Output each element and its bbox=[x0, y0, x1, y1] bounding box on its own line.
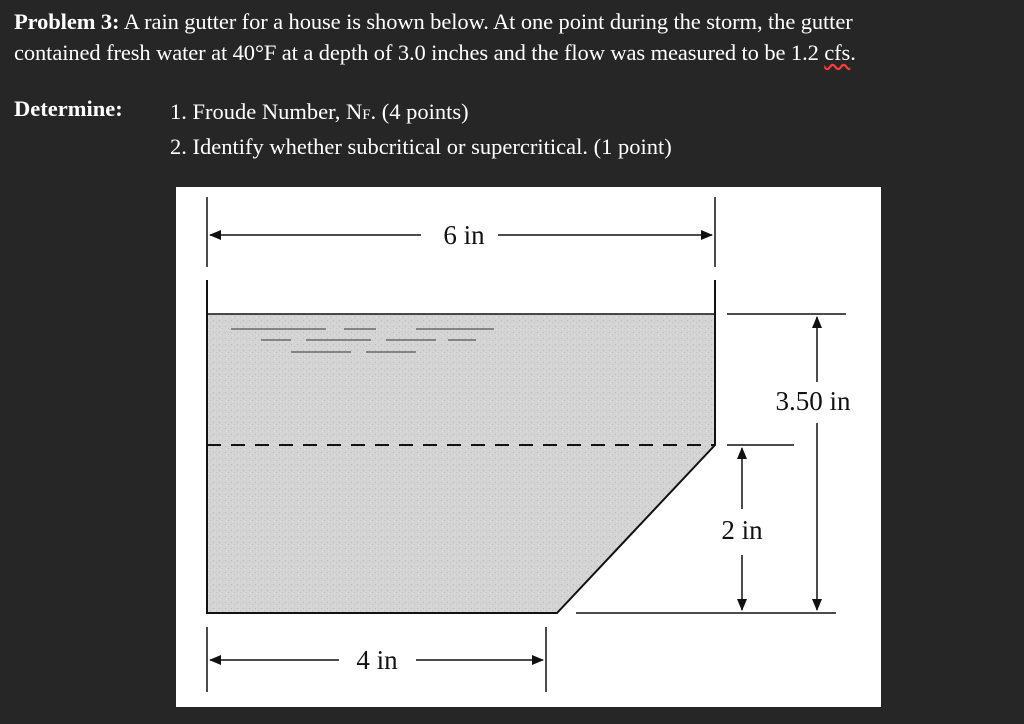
task-item-froude bbox=[170, 96, 672, 131]
task-list bbox=[170, 96, 672, 162]
gutter-diagram bbox=[176, 187, 881, 707]
problem-text-2: contained fresh water at 40°F at a depth of 3.0 inches and the flow was measured to be 1.2 bbox=[14, 40, 825, 65]
gutter-figure bbox=[176, 187, 881, 707]
dimension-label-3-50in: 3.50 in bbox=[775, 386, 851, 416]
task-item-flow-regime: 2. Identify whether subcritical or supercritical. (1 point) bbox=[170, 134, 672, 159]
problem-text-2-end: . bbox=[850, 40, 856, 65]
dimension-label-4in: 4 in bbox=[356, 645, 398, 675]
determine-label: Determine: bbox=[14, 96, 123, 121]
problem-line-2 bbox=[14, 37, 1020, 68]
water-region bbox=[207, 314, 715, 613]
task-item-1-subscript: F bbox=[362, 107, 371, 123]
task-item-1-text: 1. Froude Number, N bbox=[170, 99, 363, 124]
problem-label: Problem 3: bbox=[14, 9, 120, 34]
problem-line-1 bbox=[14, 6, 1020, 37]
spellcheck-flagged-word[interactable]: cfs bbox=[824, 40, 851, 65]
task-item-1-points: . (4 points) bbox=[370, 99, 469, 124]
problem-statement bbox=[14, 6, 1020, 68]
problem-text-1: A rain gutter for a house is shown below. At one point during the storm, the gutter bbox=[123, 9, 853, 34]
dimension-label-2in: 2 in bbox=[721, 515, 763, 545]
dimension-label-6in: 6 in bbox=[443, 220, 485, 250]
